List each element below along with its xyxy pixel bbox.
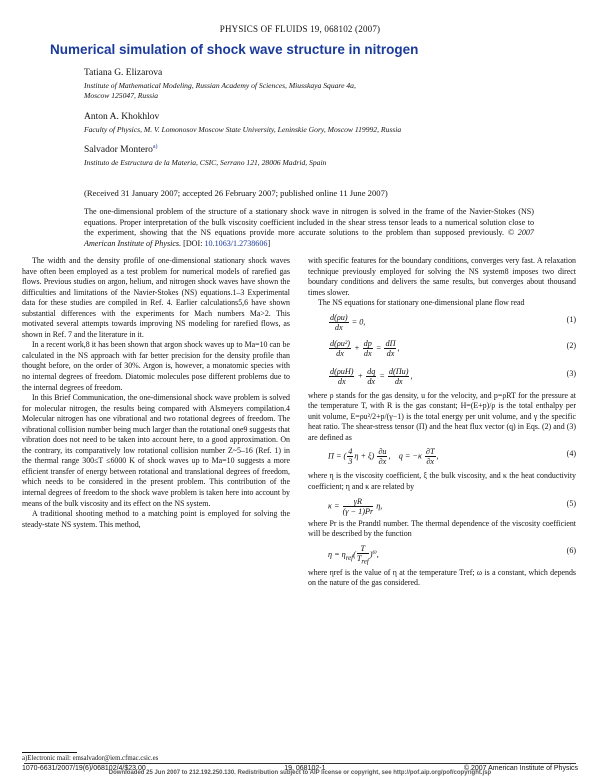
- equation-body: $\frac{\text{d(ρuH)}}{dx}$ + $\frac{dq}{dx}$ = $\frac{d(\Pi u)}{dx}$ ,: [330, 366, 413, 386]
- affiliation-line: Moscow 125047, Russia: [84, 91, 159, 100]
- abstract: [84, 207, 534, 249]
- body-paragraph: The width and the density profile of one-dimensional stationary shock waves have often been employed as a test problem for numerical models of rarefied gas flows. Previous studies on argon, helium, and nitrogen shock waves have shown the difficulties and limitations of the Navier-Stokes (NS) equations.1–3 Experimental data for these studies are compiled in Ref. 4. Earlier calculations5,6 have shown substantial differences with the experiments for Mach numbers Ma>2. This motivated several attempts towards improving NS modeling for rarefied flows, as shown in Ref. 7 and the literature in it.: [22, 256, 290, 339]
- equation-number: (2): [566, 340, 576, 350]
- equation-5: [308, 493, 576, 519]
- equation-body: κ = $\frac{\gamma R}{(\gamma - 1)Pr}$ η,: [328, 496, 383, 516]
- author-name-text: Salvador Montero: [84, 145, 153, 155]
- footer-page-number: 19, 068102-1: [284, 765, 326, 772]
- equation-body: $\frac{d(\rho u)}{dx}$ = 0,: [330, 312, 366, 332]
- footer-issn: 1070-6631/2007/19(6)/068102/4/$23.00: [22, 765, 146, 772]
- doi-link[interactable]: 10.1063/1.2738606: [204, 238, 268, 248]
- author-affiliation: [84, 81, 514, 101]
- author-affiliation: [84, 125, 514, 135]
- author-name: Tatiana G. Elizarova: [84, 68, 163, 78]
- author-name: [84, 145, 158, 155]
- author-name: Anton A. Khokhlov: [84, 112, 160, 122]
- equation-number: (4): [566, 449, 576, 459]
- abstract-copyright: © 2007 American Institute of Physics.: [84, 228, 534, 248]
- equation-body: $\eta = \eta_{ref}$( $\frac{T}{T_{ref}}$ )$^\omega$,: [328, 543, 379, 566]
- body-paragraph: The NS equations for stationary one-dimensional plane flow read: [318, 298, 525, 308]
- equation-number: (1): [566, 314, 576, 324]
- body-paragraph: where Pr is the Prandtl number. The thermal dependence of the viscosity coefficient will be described by the function: [308, 518, 576, 539]
- doi-prefix: [DOI:: [183, 238, 205, 248]
- footnote-rule: [22, 752, 77, 753]
- footer-copyright: © 2007 American Institute of Physics: [463, 765, 578, 772]
- equation-2: [308, 335, 576, 363]
- body-paragraph: where ρ stands for the gas density, u for the velocity, and p=ρRT for the pressure at the temperature T, with R is the gas constant; H=(E+p)/ρ is the total enthalpy per unit volume, E=ρu²/2+p/(γ−1) is the total energy per unit volume, and γ the specific heat ratio. The shear-stress tensor (Π) and the heat flux vector (q) in Eqs. (2) and (3) are defined as: [308, 390, 576, 442]
- equation-number: (3): [566, 368, 576, 378]
- equation-1: [308, 309, 576, 335]
- equation-body: Π = ( $\frac{4}{3}$ η + ξ) $\frac{\partial u}{\partial x}$ , q = −κ $\frac{\partial T}{\partial x}$ ,: [328, 447, 439, 467]
- footnote: a)Electronic mail: emsalvador@iem.cfmac.csic.es: [22, 755, 159, 762]
- received-dates: (Received 31 January 2007; accepted 26 February 2007; published online 11 June 2007): [84, 188, 388, 198]
- affiliation-line: Institute of Mathematical Modeling, Russian Academy of Sciences, Miusskaya Square 4a,: [84, 81, 356, 90]
- equation-number: (6): [566, 545, 576, 555]
- journal-header: PHYSICS OF FLUIDS 19, 068102 (2007): [219, 24, 381, 34]
- affiliation-line: Instituto de Estructura de la Materia, CSIC, Serrano 121, 28006 Madrid, Spain: [84, 158, 327, 167]
- body-paragraph: where η is the viscosity coefficient, ξ the bulk viscosity, and κ the heat conductivity coefficient; η and κ are related by: [308, 471, 576, 492]
- download-notice: Downloaded 25 Jun 2007 to 212.192.250.130. Redistribution subject to AIP license or copyright, see http://pof.aip.org/pof/copyright.jsp: [108, 770, 492, 776]
- body-paragraph: In this Brief Communication, the one-dimensional shock wave problem is solved for molecular nitrogen, the results being compared with Alsmeyers compilation.4 Molecular nitrogen has one vibrational and two rotational degrees of freedom. The vibrational collision number being much larger than the rotational one9 suggests that vibration does not need to be taken into account here, to a good approximation. On the contrary, its comparatively low rotational collision number Z~5–16 (Ref. 1) in the thermal range 300≤T ≤6000 K of shock waves up to Ma=10 suggests a more efficient transfer of energy between rotational and translational degrees of freedom, which needs to be considered in the present problem. This contribution of the internal degrees of freedom to the shock wave problem is taken here into account by means of the bulk viscosity and its effect on the NS system.: [22, 393, 290, 508]
- author-affiliation: [84, 158, 514, 168]
- equation-4: [308, 443, 576, 471]
- equation-body: $\frac{\text{d(ρu²)}}{dx}$ + $\frac{dp}{dx}$ = $\frac{d\Pi}{dx}$ ,: [330, 338, 400, 358]
- body-paragraph: In a recent work,8 it has been shown that argon shock waves up to Ma=10 can be calculated in the NS approach with far better precision for the density profile than thought before, on the order of 30%. Argon is, however, a monatomic species with no internal degrees of freedom. Diatomic molecules pose different problems due to the internal degrees of freedom.: [22, 340, 290, 392]
- footer-rule: [24, 763, 576, 764]
- left-column: [22, 256, 290, 530]
- affiliation-line: Faculty of Physics, M. V. Lomonosov Moscow State University, Leninskie Gory, Moscow 119992, Russia: [84, 125, 402, 134]
- equation-3: [308, 363, 576, 391]
- abstract-text: The one-dimensional problem of the structure of a stationary shock wave in nitrogen is solved in the frame of the Navier-Stokes (NS) equations. Proper interpretation of the bulk viscosity coefficient included in the shear stress tensor leads to a numerical solution close to the experiment, showing that the NS equations provide more accurate solutions to the problem than supposed previously.: [84, 207, 534, 238]
- author-footnote-mark[interactable]: a): [152, 143, 158, 150]
- body-paragraph: with specific features for the boundary conditions, converges very fast. A relaxation technique previously employed for solving the NS system8 imposes two direct boundary conditions and delivers the same results, but converges about thousand times slower.: [308, 256, 576, 297]
- body-paragraph: A traditional shooting method to a matching point is employed for solving the steady-state NS system. This method,: [22, 509, 290, 529]
- right-column: [308, 256, 576, 589]
- doi-suffix: ]: [267, 238, 271, 248]
- equation-number: (5): [566, 498, 576, 508]
- body-paragraph: where ηref is the value of η at the temperature Tref; ω is a constant, which depends on the nature of the gas considered.: [308, 567, 576, 588]
- equation-6: [308, 540, 576, 568]
- article-title: Numerical simulation of shock wave structure in nitrogen: [50, 42, 419, 57]
